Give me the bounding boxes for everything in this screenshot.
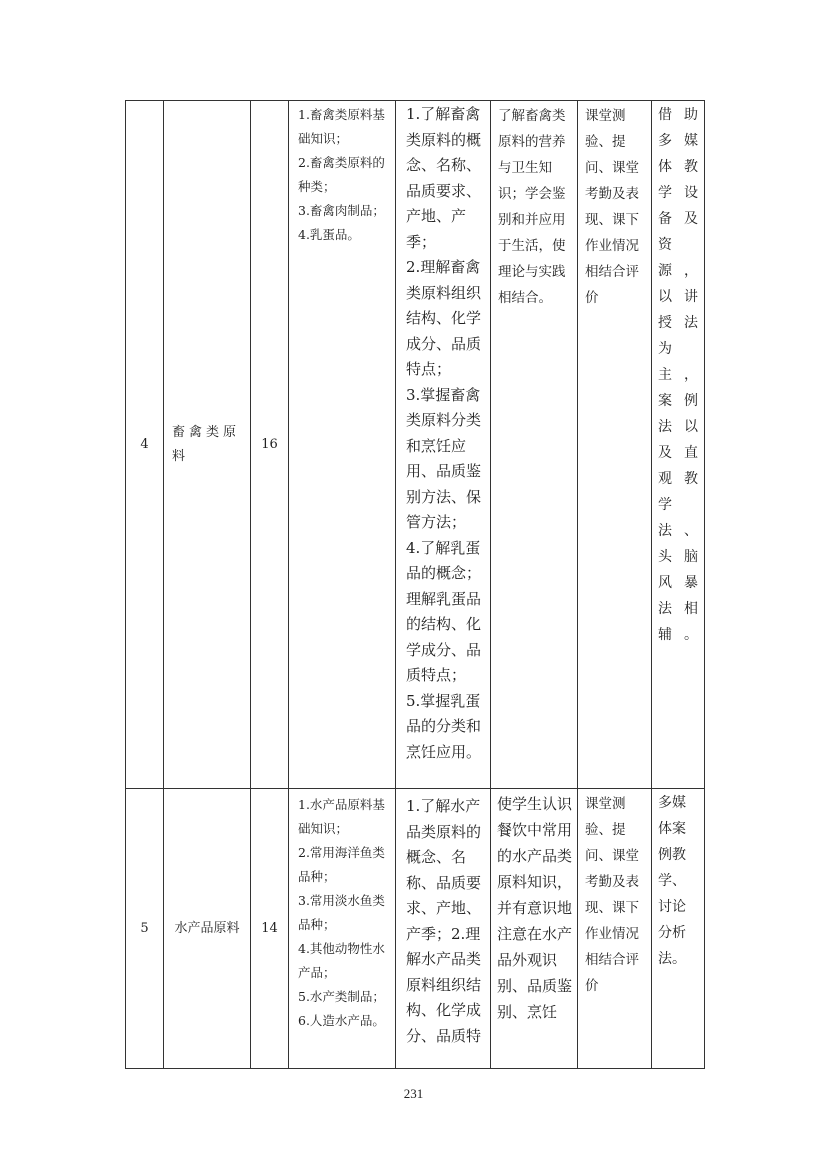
goal-item: 4.了解乳蛋品的概念；理解乳蛋品的结构、化学成分、品质特点；	[406, 538, 482, 684]
module-name: 水产品原料	[174, 920, 240, 936]
skills-cell	[491, 789, 578, 1069]
goals-cell	[396, 101, 491, 789]
assessment-cell	[578, 101, 652, 789]
module-name-cell	[164, 789, 251, 1069]
content-item: 1.水产品原料基础知识；	[298, 797, 385, 836]
row-index: 4	[126, 101, 164, 789]
content-item: 2.畜禽类原料的种类；	[298, 155, 385, 194]
module-name-cell	[164, 101, 251, 789]
method-text: 多媒体案例教学、讨论分析法。	[658, 795, 686, 967]
content-item: 1.畜禽类原料基础知识；	[298, 107, 385, 146]
page-number: 231	[403, 1086, 424, 1101]
skills-text: 了解畜禽类原料的营养与卫生知识；学会鉴别和并应用于生活，使理论与实践相结合。	[498, 108, 566, 306]
method-cell	[652, 101, 705, 789]
goal-item: 2.理解畜禽类原料组织结构、化学成分、品质特点；	[406, 258, 482, 378]
goals-cell	[396, 789, 491, 1069]
goal-item: 5.掌握乳蛋品的分类和烹饪应用。	[406, 691, 482, 761]
content-cell	[289, 101, 396, 789]
hours: 16	[251, 101, 289, 789]
goal-item: 1.了解畜禽类原料的概念、名称、品质要求、产地、产季；	[406, 105, 482, 251]
curriculum-table	[125, 100, 705, 1069]
module-name: 畜禽类原料	[172, 424, 241, 464]
goals-text: 1.了解水产品类原料的概念、名称、品质要求、产地、产季；2.理解水产品类原料组织结构、化学成分、品质特	[406, 797, 482, 1045]
skills-text: 使学生认识餐饮中常用的水产品类原料知识，并有意识地注意在水产品外观识别、品质鉴别、烹饪	[497, 795, 573, 1021]
assessment-text: 课堂测验、提问、课堂考勤及表现、课下作业情况相结合评价	[585, 108, 639, 306]
row-index: 5	[126, 789, 164, 1069]
content-item: 3.常用淡水鱼类品种；	[298, 893, 385, 932]
method-text: 借助多媒体教学设备及资源，以讲授法为主，案例法以及直观教学法、头脑风暴法相辅。	[658, 107, 698, 643]
assessment-text: 课堂测验、提问、课堂考勤及表现、课下作业情况相结合评价	[585, 796, 639, 994]
content-item: 4.乳蛋品。	[298, 227, 360, 242]
content-item: 4.其他动物性水产品；	[298, 941, 385, 980]
skills-cell	[491, 101, 578, 789]
table-row	[126, 101, 705, 789]
assessment-cell	[578, 789, 652, 1069]
content-item: 6.人造水产品。	[298, 1013, 385, 1028]
content-item: 3.畜禽肉制品；	[298, 203, 385, 218]
table-row	[126, 789, 705, 1069]
content-item: 2.常用海洋鱼类品种；	[298, 845, 385, 884]
content-cell	[289, 789, 396, 1069]
goal-item: 3.掌握畜禽类原料分类和烹饪应用、品质鉴别方法、保管方法；	[406, 385, 482, 531]
hours: 14	[251, 789, 289, 1069]
content-item: 5.水产类制品；	[298, 989, 385, 1004]
method-cell	[652, 789, 705, 1069]
